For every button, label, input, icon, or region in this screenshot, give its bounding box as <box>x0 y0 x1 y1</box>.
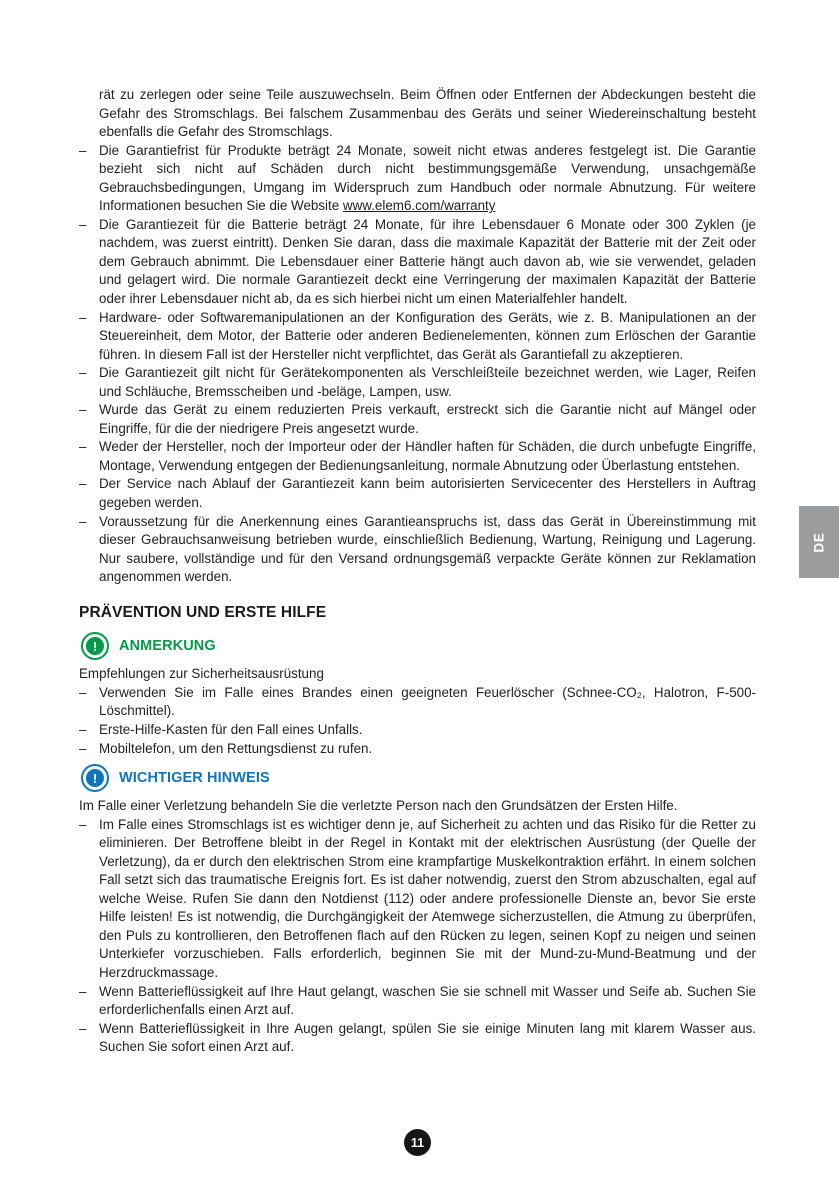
prevention-intro: Empfehlungen zur Sicherheitsausrüstung <box>79 666 324 682</box>
dash-bullet: – <box>79 439 87 455</box>
exclamation-glyph: ! <box>86 637 104 655</box>
dash-bullet: – <box>79 816 87 832</box>
list-item <box>79 475 756 512</box>
exclamation-circle-icon <box>81 764 109 792</box>
list-item-text: Mobiltelefon, um den Rettungsdienst zu rufen. <box>99 740 373 756</box>
dash-bullet: – <box>79 476 87 492</box>
dash-bullet: – <box>79 402 87 418</box>
dash-bullet: – <box>79 983 87 999</box>
section-heading-prevention: PRÄVENTION UND ERSTE HILFE <box>79 603 327 621</box>
list-item-text: Erste-Hilfe-Kasten für den Fall eines Unfalls. <box>99 721 363 737</box>
prevention-bullet-list <box>79 684 756 758</box>
list-item <box>79 142 756 216</box>
list-item-text: Wurde das Gerät zu einem reduzierten Preis verkauft, erstreckt sich die Garantie nicht auf Mängel oder Eingriffe, für die der niedrigere Preis angesetzt wurde. <box>99 402 756 436</box>
list-item-text: Die Garantiezeit gilt nicht für Gerätekomponenten als Verschleißteile bezeichnet werden, wie Lager, Reifen und Schläuche, Bremsscheiben und -beläge, Lampen, usw. <box>99 365 756 399</box>
list-item <box>79 216 756 309</box>
list-item <box>79 1020 756 1057</box>
page-number-badge: 11 <box>404 1129 431 1156</box>
list-item-text: Verwenden Sie im Falle eines Brandes einen geeigneten Feuerlöscher (Schnee-CO₂, Halotron, F-500-Löschmittel). <box>99 684 756 719</box>
list-item-text: Im Falle eines Stromschlags ist es wichtiger denn je, auf Sicherheit zu achten und das Risiko für die Retter zu eliminieren. Der Betroffene bleibt in der Regel in Kontakt mit der elektrischen Ausrüstung (der Quelle der Verletzung), da er durch den elektrischen Strom eine krampfartige Muskelkontraktion erfährt. In einem solchen Fall setzt sich das traumatische Ereignis fort. Es ist daher notwendig, zuerst den Strom abzuschalten, egal auf welche Weise. Rufen Sie dann den Notdienst (112) oder andere professionelle Dienste an, bevor Sie erste Hilfe leisten! Es ist notwendig, die Durchgängigkeit der Atemwege sicherzustellen, die Atmung zu überprüfen, den Puls zu kontrollieren, den Betroffenen flach auf den Rücken zu legen, seinen Kopf zu neigen und seinen Unterkiefer vorzuschieben. Falls erforderlich, beginnen Sie mit der Mund-zu-Mund-Beatmung und der Herzdruckmassage. <box>99 816 756 980</box>
list-item-text: Die Garantiefrist für Produkte beträgt 24 Monate, soweit nicht etwas anderes festgelegt ist. Die Garantie bezieht sich nicht auf Schäden durch nicht bestimmungsgemäße Verwendung, unsachgemäße Gebrauchsbedingungen, Umgang im Widerspruch zum Handbuch oder normale Abnutzung. Für weitere Informationen besuchen Sie die Website www.elem6.com/warranty <box>99 142 756 214</box>
list-item-text: Weder der Hersteller, noch der Importeur oder der Händler haften für Schäden, die durch unbefugte Eingriffe, Montage, Verwendung entgegen der Bedienungsanleitung, normale Abnutzung oder Überlastung entstehen. <box>99 439 756 473</box>
dash-bullet: – <box>79 684 87 700</box>
first-aid-bullet-list <box>79 816 756 1057</box>
dash-bullet: – <box>79 365 87 381</box>
exclamation-glyph: ! <box>86 769 104 787</box>
list-item <box>79 401 756 438</box>
list-item-text: Hardware- oder Softwaremanipulationen an der Konfiguration des Geräts, wie z. B. Manipulationen an der Steuereinheit, dem Motor, der Batterie oder anderen Bedienelementen, können zum Erlöschen der Garantie führen. In diesem Fall ist der Hersteller nicht verpflichtet, das Gerät als Garantiefall zu akzeptieren. <box>99 309 756 362</box>
page-content <box>79 86 756 1057</box>
list-item <box>79 364 756 401</box>
list-item <box>79 309 756 365</box>
note-header-wichtiger-hinweis <box>81 764 756 792</box>
dash-bullet: – <box>79 1020 87 1036</box>
dash-bullet: – <box>79 142 87 158</box>
list-item-text: Voraussetzung für die Anerkennung eines Garantieanspruchs ist, dass das Gerät in Übereinstimmung mit dieser Gebrauchsanweisung betrieben wurde, einschließlich Bedienung, Wartung, Reinigung und Lagerung. Nur saubere, vollständige und für den Versand ordnungsgemäß verpackte Geräte können zur Reklamation angenommen werden. <box>99 513 756 585</box>
dash-bullet: – <box>79 216 87 232</box>
dash-bullet: – <box>79 721 87 737</box>
note-title-anmerkung: ANMERKUNG <box>119 638 216 655</box>
language-tab-label: DE <box>811 531 827 553</box>
list-item-text: Die Garantiezeit für die Batterie beträgt 24 Monate, für ihre Lebensdauer 6 Monate oder 300 Zyklen (je nachdem, was zuerst eintritt). Denken Sie daran, dass die maximale Kapazität der Batterie mit der Zeit oder dem Gebrauch abnimmt. Die Lebensdauer einer Batterie hängt auch davon ab, wie sie verwendet, geladen und gelagert wird. Die normale Garantiezeit deckt eine Verringerung der maximalen Kapazität der Batterie oder ihrer Lebensdauer nicht ab, da es sich hierbei nicht um einen Materialfehler handelt. <box>99 216 756 307</box>
list-item <box>79 721 756 740</box>
list-item-text: Der Service nach Ablauf der Garantiezeit kann beim autorisierten Servicecenter des Herstellers in Auftrag gegeben werden. <box>99 476 756 511</box>
dash-bullet: – <box>79 309 87 325</box>
warranty-link[interactable]: www.elem6.com/warranty <box>342 198 496 214</box>
list-item-text: Wenn Batterieflüssigkeit in Ihre Augen gelangt, spülen Sie sie einige Minuten lang mit klarem Wasser aus. Suchen Sie sofort einen Arzt auf. <box>99 1020 756 1055</box>
note-title-wichtiger-hinweis: WICHTIGER HINWEIS <box>119 769 270 786</box>
first-aid-intro: Im Falle einer Verletzung behandeln Sie die verletzte Person nach den Grundsätzen der Ersten Hilfe. <box>79 798 678 814</box>
dash-bullet: – <box>79 740 87 756</box>
list-item <box>79 438 756 475</box>
list-item-text: Wenn Batterieflüssigkeit auf Ihre Haut gelangt, waschen Sie sie schnell mit Wasser und Seife ab. Suchen Sie erforderlichenfalls einen Arzt auf. <box>99 983 756 1018</box>
warranty-bullet-list <box>79 142 756 587</box>
list-item <box>79 513 756 587</box>
list-item <box>79 816 756 983</box>
warranty-continuation-paragraph: rät zu zerlegen oder seine Teile auszuwechseln. Beim Öffnen oder Entfernen der Abdeckungen besteht die Gefahr des Stromschlags. Bei falschem Zusammenbau des Geräts und seiner Wiedereinschaltung besteht ebenfalls die Gefahr des Stromschlags. <box>99 87 756 140</box>
list-item <box>79 684 756 721</box>
list-item <box>79 983 756 1020</box>
dash-bullet: – <box>79 513 87 529</box>
language-edge-tab <box>799 506 839 578</box>
note-header-anmerkung <box>81 632 756 660</box>
list-item <box>79 740 756 759</box>
exclamation-circle-icon <box>81 632 109 660</box>
